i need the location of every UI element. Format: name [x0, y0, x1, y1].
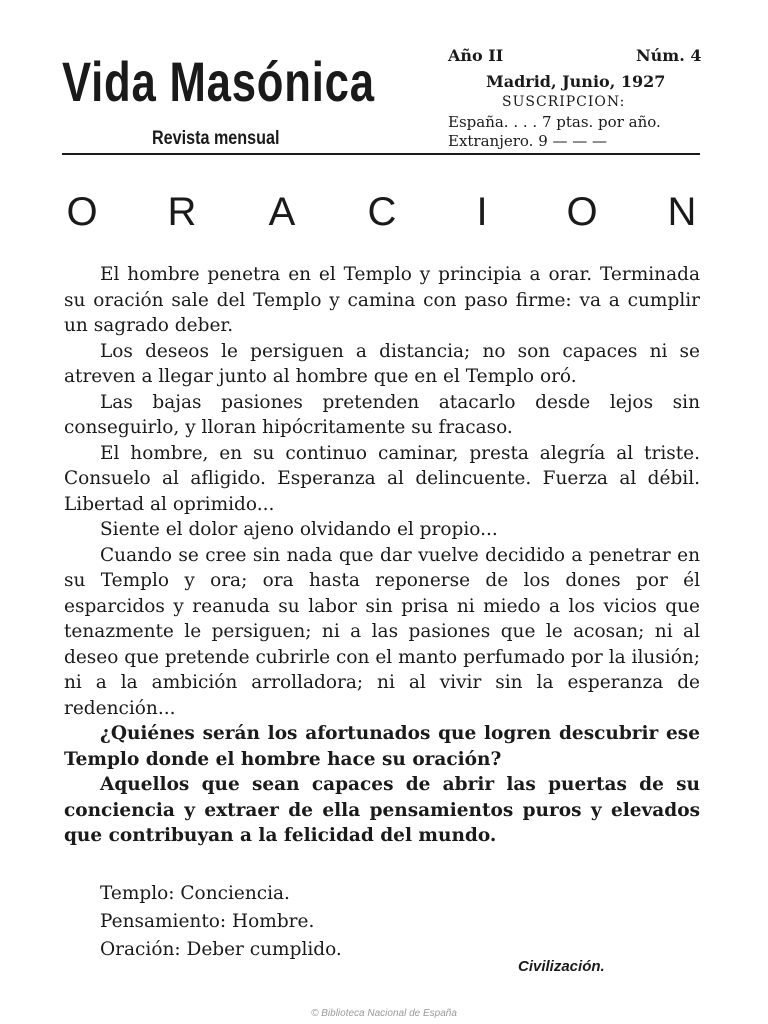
definition-item: Templo: Conciencia. — [100, 883, 290, 904]
title-letter: O — [66, 190, 98, 234]
definition-item: Pensamiento: Hombre. — [100, 911, 315, 932]
subscription-rate-spain: España. . . . 7 ptas. por año. — [448, 113, 661, 131]
title-letter: R — [167, 190, 197, 234]
title-letter: C — [367, 190, 397, 234]
title-letter: N — [667, 190, 697, 234]
paragraph: Las bajas pasiones pretenden atacarlo desde lejos sin conseguirlo, y lloran hipócritamente su fracaso. — [64, 391, 700, 438]
paragraph: Siente el dolor ajeno olvidando el propio... — [100, 519, 498, 540]
paragraph: Los deseos le persiguen a distancia; no son capaces ni se atreven a llegar junto al hombre que en el Templo oró. — [64, 340, 700, 387]
paragraph: El hombre penetra en el Templo y principia a orar. Terminada su oración sale del Templo y camina con paso firme: va a cumplir un sagrado deber. — [64, 264, 700, 336]
title-letter: I — [476, 190, 488, 234]
definitions-list — [100, 880, 342, 964]
author-signature: Civilización. — [518, 958, 605, 975]
masthead — [62, 40, 702, 160]
title-letter: A — [268, 190, 296, 234]
magazine-subtitle: Revista mensual — [152, 128, 280, 149]
subscription-label: SUSCRIPCION: — [502, 94, 626, 110]
library-credit: © Biblioteca Nacional de España — [311, 1008, 457, 1019]
article-body — [64, 262, 700, 849]
magazine-title: Vida Masónica — [62, 50, 375, 113]
definition-item: Oración: Deber cumplido. — [100, 939, 342, 960]
issue-year: Año II — [448, 46, 504, 65]
paragraph: El hombre, en su continuo caminar, presta alegría al triste. Consuelo al afligido. Esperanza al delincuente. Fuerza al débil. Libertad al oprimido... — [64, 442, 700, 515]
masthead-divider — [62, 153, 700, 155]
subscription-rate-abroad: Extranjero. 9 — — — — [448, 132, 608, 150]
paragraph-question: ¿Quiénes serán los afortunados que logren descubrir ese Templo donde el hombre hace su oración? — [64, 723, 700, 770]
paragraph-answer: Aquellos que sean capaces de abrir las puertas de su conciencia y extraer de ella pensamientos puros y elevados que contribuyan a la felicidad del mundo. — [64, 774, 700, 846]
article-title — [62, 190, 702, 235]
title-letter: O — [566, 190, 598, 234]
issue-number: Núm. 4 — [636, 46, 702, 65]
issue-date: Madrid, Junio, 1927 — [486, 72, 666, 91]
paragraph: Cuando se cree sin nada que dar vuelve decidido a penetrar en su Templo y ora; ora hasta reponerse de los dones por él esparcidos y reanuda su labor sin prisa ni miedo a los vicios que tenazmente le persiguen; ni a las pasiones que le acosan; ni al deseo que pretende cubrirle con el manto perfumado por la ilusión; ni a la ambición arrolladora; ni al vivir sin la esperanza de redención... — [64, 544, 700, 719]
